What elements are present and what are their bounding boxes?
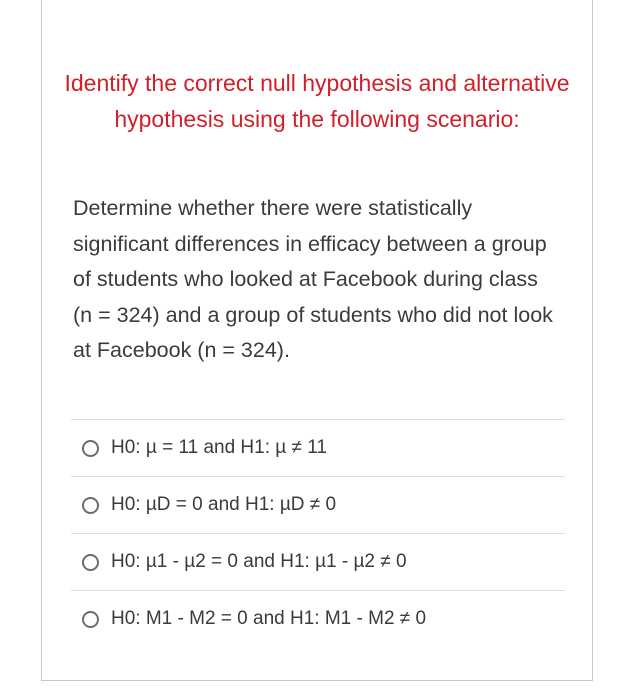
answer-option-1[interactable] bbox=[71, 419, 565, 476]
radio-button-icon[interactable] bbox=[82, 497, 99, 514]
answer-option-label: H0: µD = 0 and H1: µD ≠ 0 bbox=[111, 494, 337, 515]
question-card bbox=[41, 0, 593, 681]
answer-option-4[interactable] bbox=[71, 590, 565, 647]
scenario-text: Determine whether there were statistically significant differences in efficacy between a group of students who looked at Facebook during class (n = 324) and a group of students who did not look at Facebook (n = 324). bbox=[73, 196, 553, 362]
answer-option-label: H0: µ1 - µ2 = 0 and H1: µ1 - µ2 ≠ 0 bbox=[111, 551, 407, 572]
radio-button-icon[interactable] bbox=[82, 611, 99, 628]
question-title: Identify the correct null hypothesis and alternative hypothesis using the following scenario: bbox=[64, 70, 570, 132]
answer-option-2[interactable] bbox=[71, 476, 565, 533]
answer-options bbox=[71, 419, 565, 647]
radio-button-icon[interactable] bbox=[82, 554, 99, 571]
answer-option-label: H0: µ = 11 and H1: µ ≠ 11 bbox=[111, 437, 327, 458]
answer-option-label: H0: M1 - M2 = 0 and H1: M1 - M2 ≠ 0 bbox=[111, 608, 427, 629]
answer-option-3[interactable] bbox=[71, 533, 565, 590]
radio-button-icon[interactable] bbox=[82, 440, 99, 457]
